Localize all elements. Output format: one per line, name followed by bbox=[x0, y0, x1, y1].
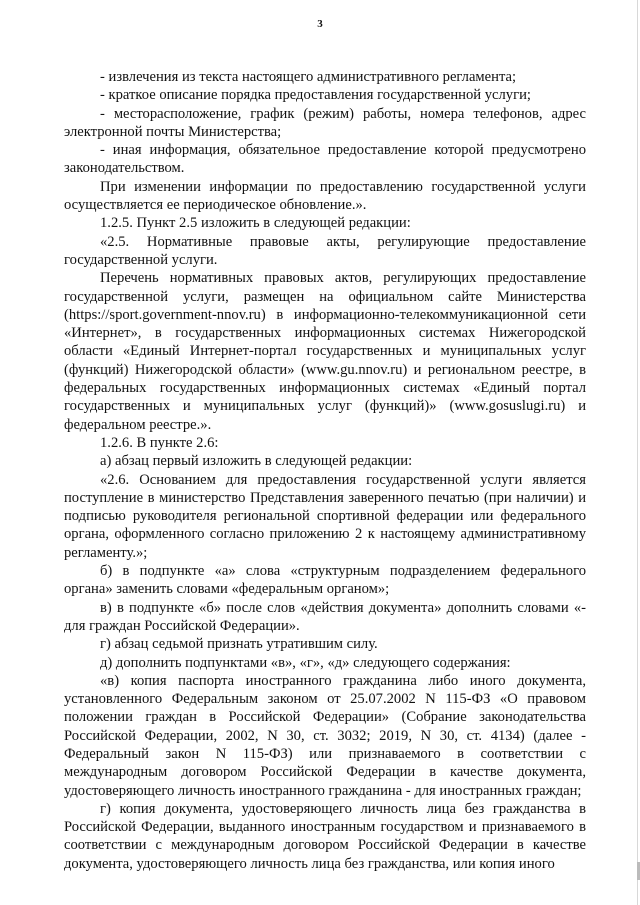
paragraph: «в) копия паспорта иностранного гражданина либо иного документа, установленного Федеральным законом от 25.07.2002 N 115-ФЗ «О правовом положении граждан в Российской Федерации» (Собрание законодательства Российской Федерации, 2002, N 30, ст. 3032; 2019, N 30, ст. 4134) (далее - Федеральный закон N 115-ФЗ) или признаваемого в соответствии с международным договором Российской Федерации в качестве документа, удостоверяющего личность иностранного гражданина - для иностранных граждан; bbox=[64, 672, 586, 799]
paragraph: - месторасположение, график (режим) работы, номера телефонов, адрес электронной почты Министерства; bbox=[64, 105, 586, 140]
paragraph: г) абзац седьмой признать утратившим силу. bbox=[100, 636, 378, 653]
paragraph: При изменении информации по предоставлению государственной услуги осуществляется ее периодическое обновление.». bbox=[64, 178, 586, 214]
paragraph: д) дополнить подпунктами «в», «г», «д» следующего содержания: bbox=[100, 654, 511, 671]
paragraph: «2.5. Нормативные правовые акты, регулирующие предоставление государственной услуги. bbox=[64, 233, 586, 268]
paragraph: - извлечения из текста настоящего административного регламента; bbox=[100, 69, 517, 85]
paragraph: - иная информация, обязательное предоставление которой предусмотрено законодательством. bbox=[64, 142, 586, 177]
paragraph: г) копия документа, удостоверяющего личность лица без гражданства в Российской Федерации, выданного иностранным государством и признаваемого в соответствии с международным договором Российской Федерации в качестве документа, удостоверяющего личность лица без гражданства, или копия иного bbox=[64, 800, 586, 872]
paragraph: 1.2.6. В пункте 2.6: bbox=[100, 434, 219, 451]
paragraph: 1.2.5. Пункт 2.5 изложить в следующей редакции: bbox=[100, 215, 411, 232]
paragraph: в) в подпункте «б» после слов «действия документа» дополнить словами «- для граждан Российской Федерации». bbox=[64, 599, 586, 634]
paragraph: б) в подпункте «а» слова «структурным подразделением федерального органа» заменить словами «федеральным органом»; bbox=[64, 563, 586, 598]
page-number: 3 bbox=[317, 18, 323, 30]
paragraph: «2.6. Основанием для предоставления государственной услуги является поступление в министерство Представления заверенного печатью (при наличии) и подписью руководителя региональной спортивной федерации или федерального органа, оформленного согласно приложению 2 к настоящему административному регламенту.»; bbox=[64, 471, 586, 561]
paragraph: Перечень нормативных правовых актов, регулирующих предоставление государственной услуги, размещен на официальном сайте Министерства (https://sport.government-nnov.ru) в информационно-телекоммуникационной сети «Интернет», в государственных информационных системах Нижегородской области «Единый Интернет-портал государственных и муниципальных услуг (функций) Нижегородской области» (www.gu.nnov.ru) и региональном реестре, в федеральных государственных информационных системах «Единый портал государственных и муниципальных услуг (функций)» (www.gosuslugi.ru) и федеральном реестре.». bbox=[64, 270, 586, 433]
document-body bbox=[64, 68, 586, 873]
paragraph: - краткое описание порядка предоставления государственной услуги; bbox=[100, 87, 531, 104]
scan-edge-line bbox=[637, 0, 638, 905]
paragraph: а) абзац первый изложить в следующей редакции: bbox=[100, 453, 413, 470]
